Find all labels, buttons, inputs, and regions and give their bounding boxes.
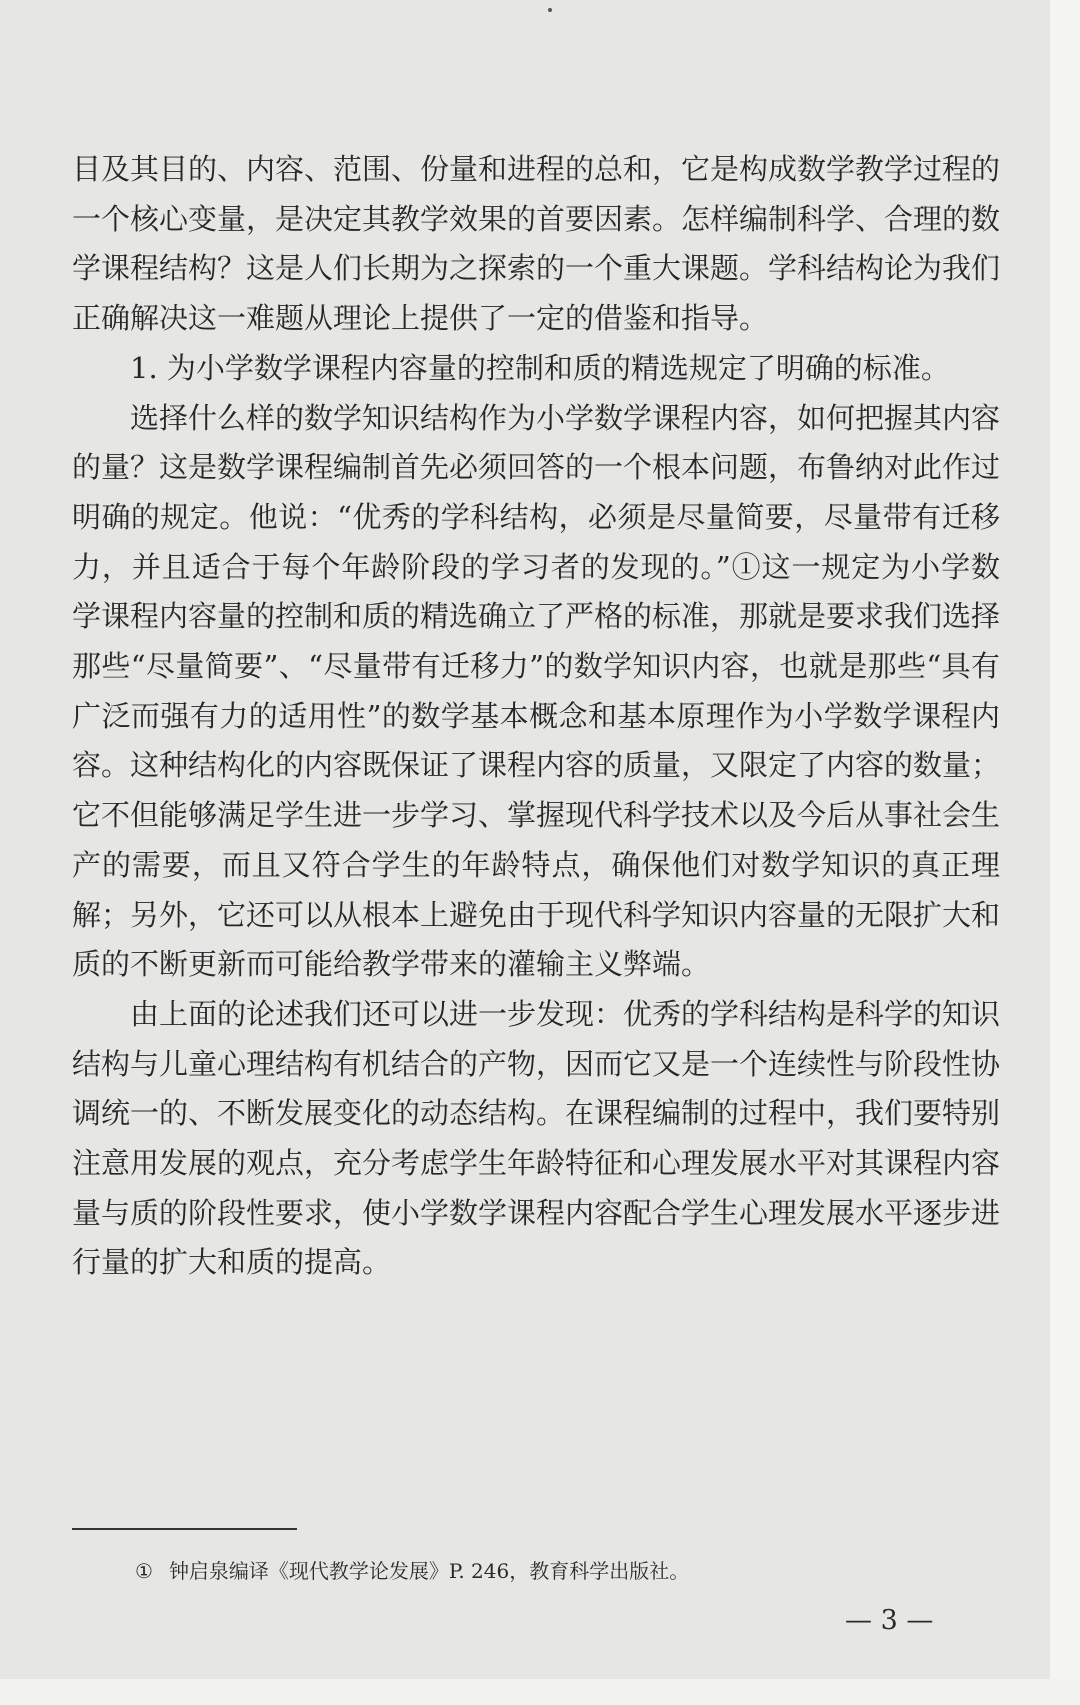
paragraph-dynamic-structure: 由上面的论述我们还可以进一步发现：优秀的学科结构是科学的知识结构与儿童心理结构有机结合的产物，因而它又是一个连续性与阶段性协调统一的、不断发展变化的动态结构。在课程编制的过程中，我们要特别注意用发展的观点，充分考虑学生年龄特征和心理发展水平对其课程内容量与质的阶段性要求，使小学数学课程内容配合学生心理发展水平逐步进行量的扩大和质的提高。 xyxy=(72,996,1001,1280)
page-edge-bottom xyxy=(0,1679,1080,1705)
page-edge-right xyxy=(1050,0,1080,1705)
page-number: — 3 — xyxy=(845,1605,934,1636)
body-text xyxy=(72,145,1000,1288)
paragraph-heading-point-1: 1. 为小学数学课程内容量的控制和质的精选规定了明确的标准。 xyxy=(130,350,950,385)
footnote-mark: ① xyxy=(135,1559,153,1583)
print-speck xyxy=(548,8,552,12)
footnote-divider xyxy=(72,1528,297,1530)
paragraph-bruner: 选择什么样的数学知识结构作为小学数学课程内容，如何把握其内容的量？这是数学课程编制首先必须回答的一个根本问题，布鲁纳对此作过明确的规定。他说：“优秀的学科结构，必须是尽量简要，尽量带有迁移力，并且适合于每个年龄阶段的学习者的发现的。”①这一规定为小学数学课程内容量的控制和质的精选确立了严格的标准，那就是要求我们选择那些“尽量简要”、“尽量带有迁移力”的数学知识内容，也就是那些“具有广泛而强有力的适用性”的数学基本概念和基本原理作为小学数学课程内容。这种结构化的内容既保证了课程内容的质量，又限定了内容的数量；它不但能够满足学生进一步学习、掌握现代科学技术以及今后从事社会生产的需要，而且又符合学生的年龄特点，确保他们对数学知识的真正理解；另外，它还可以从根本上避免由于现代科学知识内容量的无限扩大和质的不断更新而可能给教学带来的灌输主义弊端。 xyxy=(72,400,1001,982)
paragraph-continued: 目及其目的、内容、范围、份量和进程的总和，它是构成数学教学过程的一个核心变量，是决定其教学效果的首要因素。怎样编制科学、合理的数学课程结构？这是人们长期为之探索的一个重大课题。学科结构论为我们正确解决这一难题从理论上提供了一定的借鉴和指导。 xyxy=(72,152,1001,336)
footnote-text: 钟启泉编译《现代教学论发展》P. 246，教育科学出版社。 xyxy=(168,1559,690,1583)
footnote xyxy=(135,1556,689,1586)
